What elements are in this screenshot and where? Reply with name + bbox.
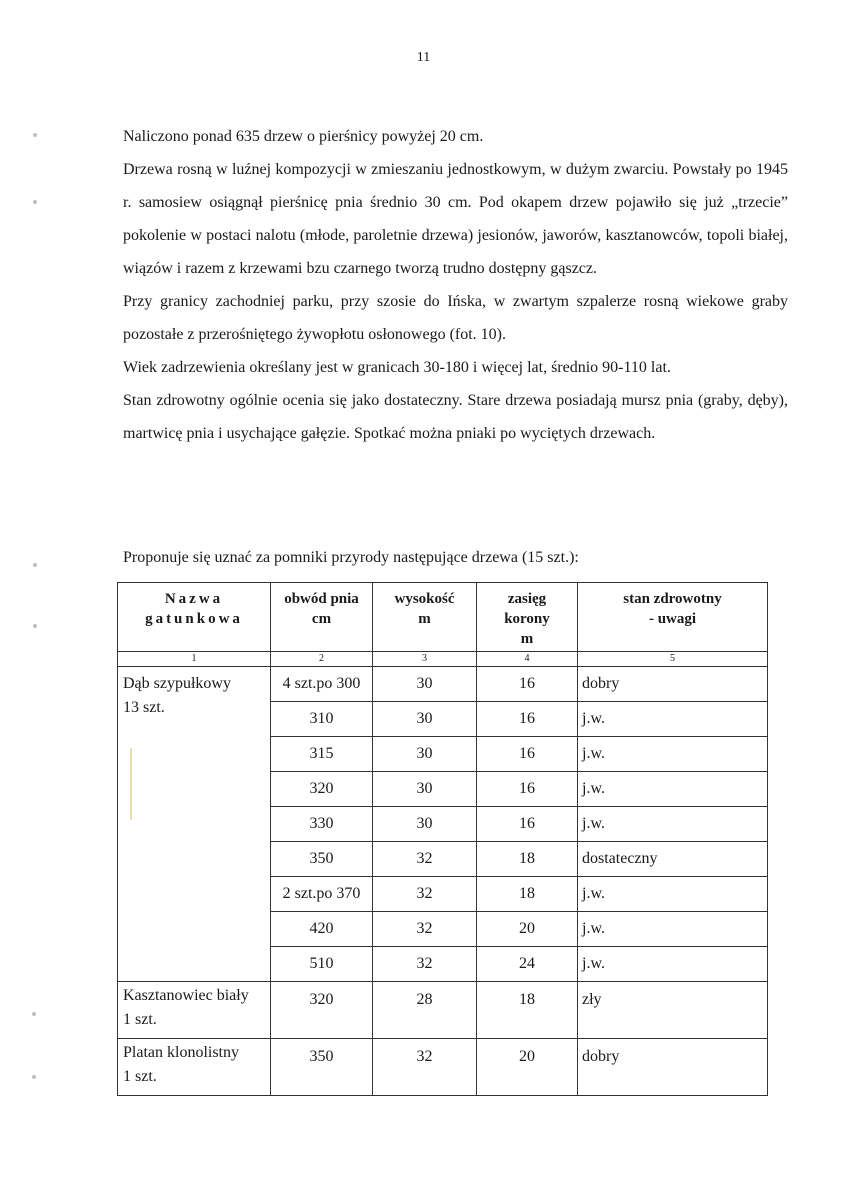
column-number: 1 bbox=[118, 652, 271, 667]
crown-cell: 18 bbox=[477, 982, 578, 1039]
paragraph: Wiek zadrzewienia określany jest w granicach 30-180 i więcej lat, średnio 90-110 lat. bbox=[123, 359, 671, 376]
binder-hole-mark bbox=[33, 200, 37, 204]
species-name: Platan klonolistny bbox=[123, 1044, 239, 1061]
crown-cell: 16 bbox=[477, 667, 578, 702]
paragraph: Przy granicy zachodniej parku, przy szosie do Ińska, w zwartym szpalerze rosną wiekowe graby pozostałe z przerośniętego żywopłotu osłonowego (fot. 10). bbox=[123, 293, 788, 343]
header-circumference bbox=[271, 583, 373, 652]
header-status bbox=[578, 583, 768, 652]
header-name bbox=[118, 583, 271, 652]
scan-mark bbox=[130, 748, 132, 820]
header-name-line1: Nazwa bbox=[164, 591, 224, 607]
status-cell: dobry bbox=[578, 667, 768, 702]
species-cell bbox=[118, 982, 271, 1039]
crown-cell: 20 bbox=[477, 1039, 578, 1096]
header-circumference-line2: cm bbox=[311, 611, 332, 627]
circumference-cell: 2 szt.po 370 bbox=[271, 877, 373, 912]
header-crown-line2: korony bbox=[504, 611, 550, 627]
header-crown-line1: zasięg bbox=[507, 591, 547, 607]
circumference-cell: 310 bbox=[271, 702, 373, 737]
binder-hole-mark bbox=[32, 1075, 36, 1079]
crown-cell: 20 bbox=[477, 912, 578, 947]
header-name-line2: gatunkowa bbox=[145, 611, 243, 627]
column-number: 3 bbox=[373, 652, 477, 667]
header-crown bbox=[477, 583, 578, 652]
trees-table bbox=[117, 582, 768, 1096]
page-number: 11 bbox=[416, 50, 431, 65]
height-cell: 28 bbox=[373, 982, 477, 1039]
column-number: 2 bbox=[271, 652, 373, 667]
status-cell: j.w. bbox=[578, 877, 768, 912]
status-cell: zły bbox=[578, 982, 768, 1039]
header-status-line2: - uwagi bbox=[648, 611, 697, 627]
paragraph: Stan zdrowotny ogólnie ocenia się jako dostateczny. Stare drzewa posiadają mursz pnia (graby, dęby), martwicę pnia i usychające gałęzie. Spotkać można pniaki po wyciętych drzewach. bbox=[123, 392, 788, 442]
table-intro: Proponuje się uznać za pomniki przyrody następujące drzewa (15 szt.): bbox=[123, 549, 579, 566]
status-cell: j.w. bbox=[578, 807, 768, 842]
species-cell bbox=[118, 1039, 271, 1096]
crown-cell: 18 bbox=[477, 877, 578, 912]
species-cell bbox=[118, 667, 271, 982]
paragraph: Naliczono ponad 635 drzew o pierśnicy powyżej 20 cm. bbox=[123, 128, 484, 145]
column-number: 5 bbox=[578, 652, 768, 667]
status-cell: j.w. bbox=[578, 702, 768, 737]
height-cell: 32 bbox=[373, 877, 477, 912]
circumference-cell: 320 bbox=[271, 772, 373, 807]
species-name: Dąb szypułkowy bbox=[123, 675, 231, 692]
circumference-cell: 350 bbox=[271, 842, 373, 877]
species-count: 13 szt. bbox=[123, 699, 165, 716]
status-cell: dobry bbox=[578, 1039, 768, 1096]
table-header-row bbox=[118, 583, 768, 652]
status-cell: j.w. bbox=[578, 737, 768, 772]
height-cell: 32 bbox=[373, 912, 477, 947]
table-row bbox=[118, 1039, 768, 1096]
height-cell: 32 bbox=[373, 947, 477, 982]
status-cell: j.w. bbox=[578, 912, 768, 947]
body-text bbox=[123, 120, 788, 450]
column-number-row bbox=[118, 652, 768, 667]
species-count: 1 szt. bbox=[123, 1011, 157, 1028]
header-height bbox=[373, 583, 477, 652]
status-cell: j.w. bbox=[578, 772, 768, 807]
species-name: Kasztanowiec biały bbox=[123, 987, 249, 1004]
height-cell: 30 bbox=[373, 807, 477, 842]
status-cell: j.w. bbox=[578, 947, 768, 982]
height-cell: 32 bbox=[373, 842, 477, 877]
paragraph: Drzewa rosną w luźnej kompozycji w zmieszaniu jednostkowym, w dużym zwarciu. Powstały po 1945 r. samosiew osiągnął pierśnicę pnia średnio 30 cm. Pod okapem drzew pojawiło się już „trzecie” pokolenie w postaci nalotu (młode, paroletnie drzewa) jesionów, jaworów, kasztanowców, topoli białej, wiązów i razem z krzewami bzu czarnego tworzą trudno dostępny gąszcz. bbox=[123, 161, 788, 277]
circumference-cell: 350 bbox=[271, 1039, 373, 1096]
crown-cell: 18 bbox=[477, 842, 578, 877]
binder-hole-mark bbox=[33, 133, 37, 137]
circumference-cell: 510 bbox=[271, 947, 373, 982]
circumference-cell: 4 szt.po 300 bbox=[271, 667, 373, 702]
crown-cell: 16 bbox=[477, 702, 578, 737]
height-cell: 30 bbox=[373, 737, 477, 772]
table-row bbox=[118, 667, 768, 702]
circumference-cell: 320 bbox=[271, 982, 373, 1039]
crown-cell: 16 bbox=[477, 807, 578, 842]
height-cell: 30 bbox=[373, 702, 477, 737]
header-circumference-line1: obwód pnia bbox=[284, 591, 359, 607]
circumference-cell: 330 bbox=[271, 807, 373, 842]
crown-cell: 16 bbox=[477, 772, 578, 807]
header-crown-line3: m bbox=[520, 631, 534, 647]
column-number: 4 bbox=[477, 652, 578, 667]
height-cell: 32 bbox=[373, 1039, 477, 1096]
circumference-cell: 315 bbox=[271, 737, 373, 772]
header-status-line1: stan zdrowotny bbox=[623, 591, 722, 607]
table-row bbox=[118, 982, 768, 1039]
crown-cell: 24 bbox=[477, 947, 578, 982]
binder-hole-mark bbox=[32, 1012, 36, 1016]
header-height-line2: m bbox=[418, 611, 431, 627]
binder-hole-mark bbox=[33, 563, 37, 567]
height-cell: 30 bbox=[373, 667, 477, 702]
circumference-cell: 420 bbox=[271, 912, 373, 947]
status-cell: dostateczny bbox=[578, 842, 768, 877]
species-count: 1 szt. bbox=[123, 1068, 157, 1085]
binder-hole-mark bbox=[33, 624, 37, 628]
header-height-line1: wysokość bbox=[394, 591, 455, 607]
height-cell: 30 bbox=[373, 772, 477, 807]
crown-cell: 16 bbox=[477, 737, 578, 772]
